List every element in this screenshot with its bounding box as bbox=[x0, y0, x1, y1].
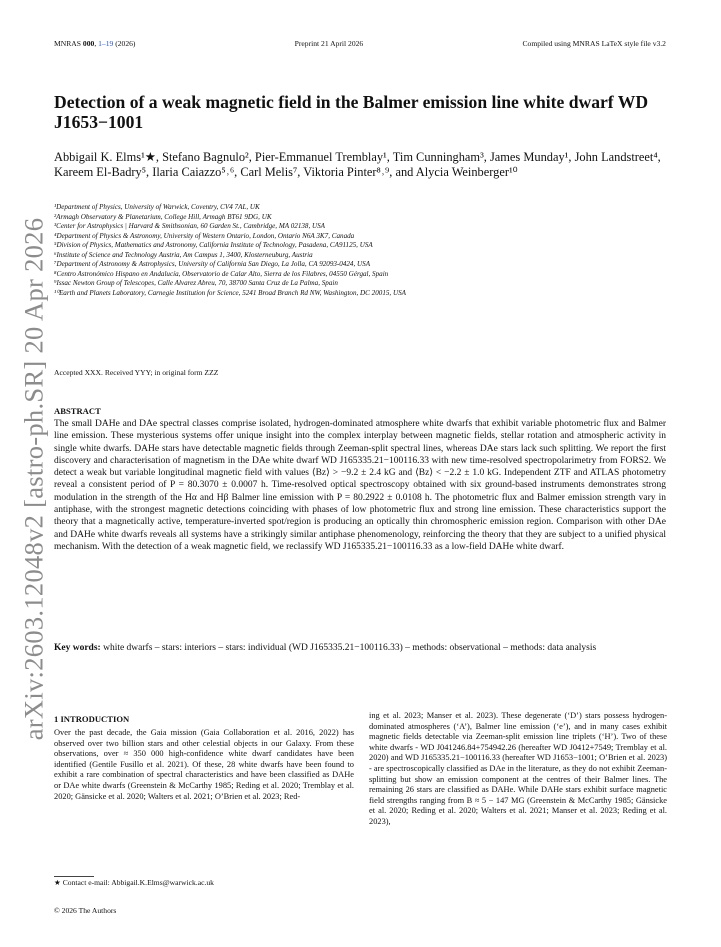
affiliations bbox=[54, 203, 674, 298]
intro-column-right: ing et al. 2023; Manser et al. 2023). These degenerate (‘D’) stars possess hydrogen-dominated atmospheres (‘A’), Balmer line emission (‘e’), and in many cases exhibit magnetic fields detectable via Zeeman-split emission line triplets (‘H’). Two of these white dwarfs - WD J041246.84+754942.26 (hereafter WD J0412+7549; Tremblay et al. 2020) and WD J165335.21−100116.33 (hereafter WD J1653−1001; O’Brien et al. 2023) - are spectroscopically classified as DAe in the literature, as they do not exhibit Zeeman-splitting but show an emission component at the centres of their Balmer lines. The remaining 26 stars are classified as DAHe. While DAHe stars exhibit surface magnetic field strengths ranging from B ≈ 5 − 147 MG (Greenstein & McCarthy 1985; Gänsicke et al. 2020; Reding et al. 2020; Walters et al. 2021; Manser et al. 2023; Reding et al. 2023), bbox=[369, 711, 667, 826]
intro-column-left: Over the past decade, the Gaia mission (Gaia Collaboration et al. 2016, 2022) has observed over two billion stars and other celestial objects in our Galaxy. From these observations, over ≈ 350 000 high-confidence white dwarf candidates have been identified (Gentile Fusillo et al. 2021). Of these, 28 white dwarfs have been found to exhibit a rare combination of spectral characteristics and have been classified as DAHe or DAe white dwarfs (Greenstein & McCarthy 1985; Reding et al. 2020; Tremblay et al. 2020; Gänsicke et al. 2020; Walters et al. 2021; O’Brien et al. 2023; Red- bbox=[54, 728, 354, 801]
affiliation: ⁵Division of Physics, Mathematics and Astronomy, California Institute of Technology, Pasadena, CA91125, USA bbox=[54, 241, 373, 249]
header-compiled-note: Compiled using MNRAS LaTeX style file v3.2 bbox=[522, 39, 666, 48]
abstract-heading: ABSTRACT bbox=[54, 406, 101, 416]
copyright-notice: © 2026 The Authors bbox=[54, 906, 117, 915]
contact-footnote: ★ Contact e-mail: Abbigail.K.Elms@warwick.ac.uk bbox=[54, 878, 214, 887]
accepted-line: Accepted XXX. Received YYY; in original form ZZZ bbox=[54, 368, 219, 377]
abstract-text: The small DAHe and DAe spectral classes comprise isolated, hydrogen-dominated atmosphere white dwarfs that exhibit variable photometric flux and Balmer line emission. These mysterious systems offer unique insight into the complex interplay between magnetic fields, stellar rotation and atmospheric activity in single white dwarfs. DAHe stars have detectable magnetic fields through Zeeman-split spectral lines, whereas DAe stars lack such splitting. We report the first discovery and characterisation of magnetism in the DAe white dwarf WD J165335.21−100116.33 with new time-resolved spectropolarimetry from FORS2. We detect a weak but variable longitudinal magnetic field with values ⟨Bz⟩ > −9.2 ± 2.4 kG and ⟨Bz⟩ < −2.2 ± 1.0 kG. Independent ZTF and ATLAS photometry reveal a consistent period of P = 80.3070 ± 0.0007 h. Time-resolved optical spectroscopy obtained with six ground-based instruments demonstrates strong modulation in the strength of the Hα and Hβ Balmer line emission with P = 80.2922 ± 0.0108 h. The photometric flux and Balmer emission strength vary in antiphase, with the strongest magnetic detections coinciding with phases of low photometric flux and strong line emission. These characteristics support the theory that a magnetically active, temperature-inverted spot/region is producing an optically thin chromospheric emission region. Comparison with other DAe and DAHe white dwarfs reveals all systems have a strikingly similar antiphase phenomenology, reinforcing the theory that they are subject to a unified physical mechanism. With the detection of a weak magnetic field, we reclassify WD J165335.21−100116.33 as a low-field DAHe white dwarf. bbox=[54, 419, 666, 552]
footnote-divider bbox=[54, 876, 94, 877]
running-header bbox=[54, 39, 666, 48]
section-heading-introduction: 1 INTRODUCTION bbox=[54, 714, 130, 724]
arxiv-watermark: arXiv:2603.12048v2 [astro-ph.SR] 20 Apr 2026 bbox=[18, 217, 49, 740]
affiliation: ⁷Department of Astronomy & Astrophysics, University of California San Diego, La Jolla, CA 92093-0424, USA bbox=[54, 260, 371, 268]
keywords-text: white dwarfs – stars: interiors – stars: individual (WD J165335.21−100116.33) – methods: observational – methods: data analysis bbox=[103, 643, 597, 653]
affiliation: ⁸Centro Astronómico Hispano en Andalucía, Observatorio de Calar Alto, Sierra de los Filabres, 04550 Gérgal, Spain bbox=[54, 269, 389, 278]
header-journal: MNRAS 000, 1–19 (2026) bbox=[54, 39, 136, 48]
affiliation: ⁴Department of Physics & Astronomy, University of Western Ontario, London, Ontario N6A 3K7, Canada bbox=[54, 231, 355, 240]
affiliation: ³Center for Astrophysics | Harvard & Smithsonian, 60 Garden St., Cambridge, MA 02138, USA bbox=[54, 222, 326, 230]
affiliation: ¹Department of Physics, University of Warwick, Coventry, CV4 7AL, UK bbox=[54, 203, 260, 211]
affiliation: ²Armagh Observatory & Planetarium, College Hill, Armagh BT61 9DG, UK bbox=[54, 212, 272, 221]
affiliation: ⁹Issac Newton Group of Telescopes, Calle Alvarez Abreu, 70, 38700 Santa Cruz de La Palma, Spain bbox=[54, 279, 338, 287]
affiliation: ⁶Institute of Science and Technology Austria, Am Campus 1, 3400, Klosterneuburg, Austria bbox=[54, 250, 313, 259]
author-list: Abbigail K. Elms¹★, Stefano Bagnulo², Pier-Emmanuel Tremblay¹, Tim Cunningham³, James Munday¹, John Landstreet⁴, Kareem El-Badry⁵, Ilaria Caiazzo⁵˒⁶, Carl Melis⁷, Viktoria Pinter⁸˒⁹, and Alycia Weinberger¹⁰ bbox=[54, 150, 661, 180]
paper-title: Detection of a weak magnetic field in the Balmer emission line white dwarf WD J1653−1001 bbox=[54, 92, 649, 132]
affiliation: ¹⁰Earth and Planets Laboratory, Carnegie Institution for Science, 5241 Broad Branch Rd NW, Washington, DC 20015, USA bbox=[54, 288, 406, 297]
keywords-label: Key words: bbox=[54, 643, 101, 653]
page-range-link[interactable]: 1–19 bbox=[98, 39, 114, 48]
header-preprint-date: Preprint 21 April 2026 bbox=[294, 39, 364, 48]
keywords bbox=[54, 642, 666, 654]
